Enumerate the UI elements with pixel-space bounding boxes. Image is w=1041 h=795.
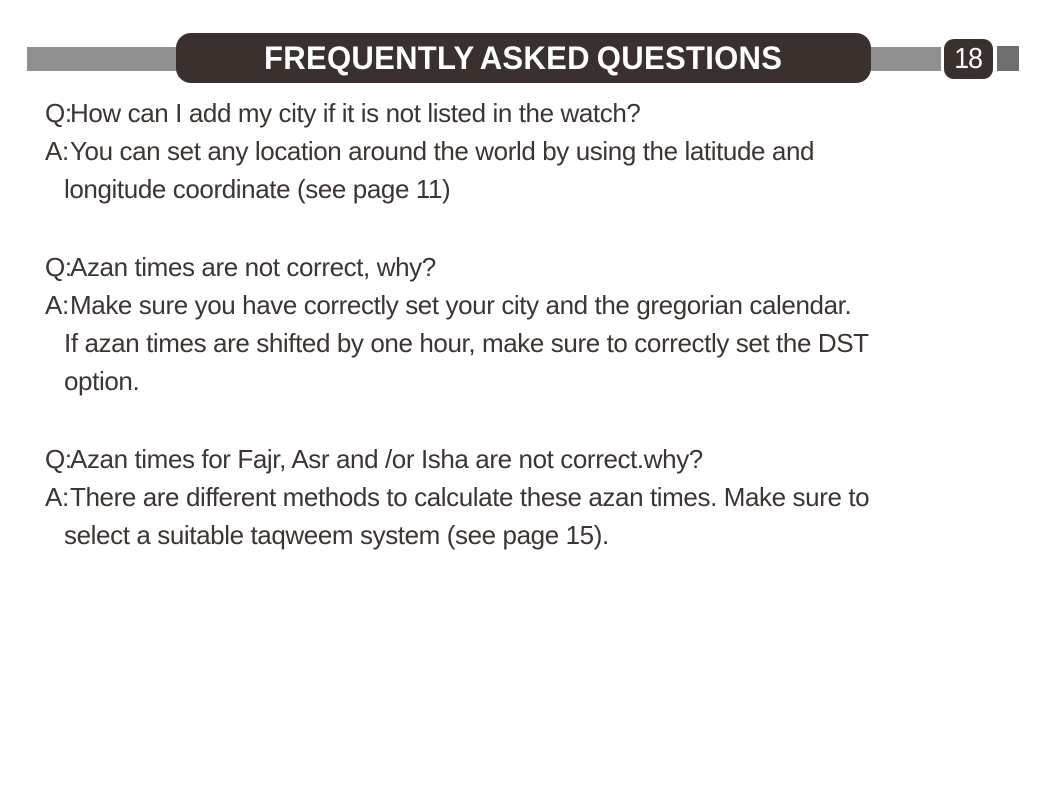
answer-prefix: A:	[45, 290, 69, 320]
question-line	[45, 94, 1025, 132]
answer-text-continued: If azan times are shifted by one hour, make sure to correctly set the DST	[64, 328, 869, 358]
question-line	[45, 248, 1025, 286]
question-prefix: Q:	[45, 444, 72, 474]
answer-line	[45, 132, 1025, 170]
answer-prefix: A:	[45, 482, 69, 512]
answer-text: There are different methods to calculate these azan times. Make sure to	[70, 482, 870, 512]
answer-text: You can set any location around the world by using the latitude and	[70, 136, 815, 166]
answer-prefix: A:	[45, 136, 69, 166]
question-text: Azan times are not correct, why?	[70, 252, 436, 282]
answer-text-continued: select a suitable taqweem system (see page 15).	[64, 520, 609, 550]
faq-content	[45, 94, 1025, 554]
header-end-square	[997, 46, 1019, 71]
question-text: Azan times for Fajr, Asr and /or Isha are not correct.why?	[70, 444, 703, 474]
page-number-badge	[944, 39, 993, 79]
faq-item-1	[45, 94, 1025, 208]
answer-line	[45, 286, 1025, 324]
answer-line	[45, 478, 1025, 516]
page-number: 18	[954, 42, 983, 75]
faq-item-2	[45, 248, 1025, 400]
page-title-banner	[176, 33, 871, 83]
question-prefix: Q:	[45, 98, 72, 128]
answer-text-continued: option.	[64, 366, 140, 396]
page-title: FREQUENTLY ASKED QUESTIONS	[264, 39, 783, 76]
faq-item-3	[45, 440, 1025, 554]
answer-text: Make sure you have correctly set your city and the gregorian calendar.	[70, 290, 852, 320]
answer-text-continued: longitude coordinate (see page 11)	[64, 174, 451, 204]
question-prefix: Q:	[45, 252, 72, 282]
question-text: How can I add my city if it is not listed in the watch?	[70, 98, 641, 128]
question-line	[45, 440, 1025, 478]
